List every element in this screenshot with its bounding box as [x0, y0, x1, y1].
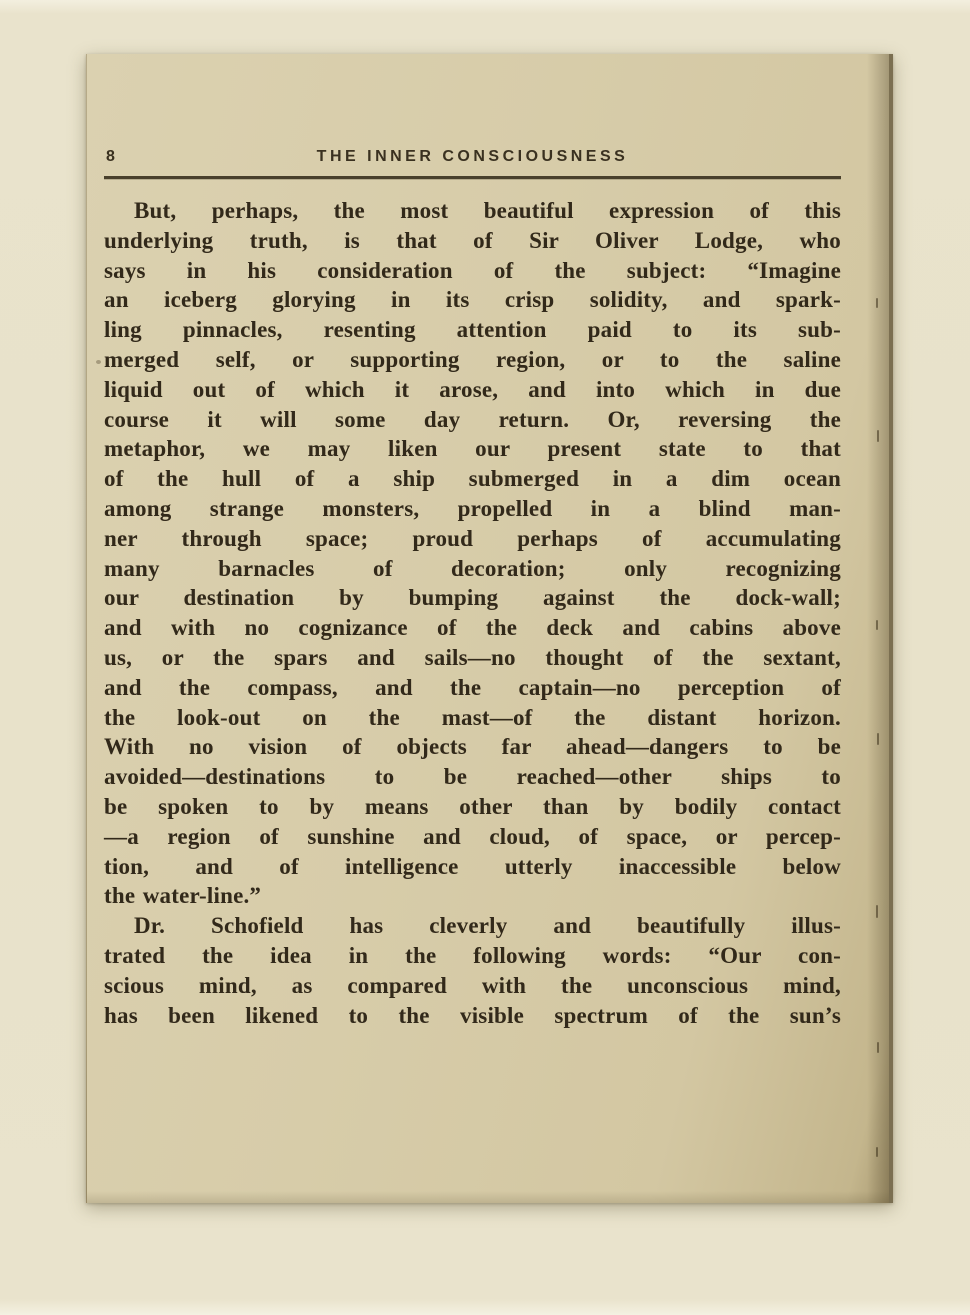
text-line: tion, and of intelligence utterly inaccessible below [104, 853, 841, 879]
text-line: merged self, or supporting region, or to the saline [104, 346, 841, 372]
scan-artifact [877, 733, 879, 745]
text-line: among strange monsters, propelled in a blind man- [104, 495, 841, 521]
text-line: the water-line.” [104, 883, 262, 909]
page-content [87, 54, 889, 1030]
page-number: 8 [106, 148, 116, 165]
scan-speck [96, 360, 101, 364]
text-line: underlying truth, is that of Sir Oliver Lodge, who [104, 227, 841, 253]
text-line: and with no cognizance of the deck and cabins above [104, 615, 841, 641]
text-line: us, or the spars and sails—no thought of the sextant, [104, 644, 841, 670]
text-line: avoided—destinations to be reached—other ships to [104, 764, 841, 790]
text-line: says in his consideration of the subject: “Imagine [104, 257, 841, 283]
body-text [104, 196, 841, 1030]
header-rule [104, 176, 841, 179]
paragraph [104, 911, 841, 1030]
scan-artifact [876, 905, 878, 918]
text-line: ling pinnacles, resenting attention paid to its sub- [104, 317, 841, 343]
scan-artifact [876, 298, 878, 308]
paragraph [104, 196, 841, 911]
scan-artifact [876, 1147, 878, 1157]
text-line: But, perhaps, the most beautiful expression of this [134, 198, 841, 223]
text-line: liquid out of which it arose, and into which in due [104, 376, 841, 402]
text-line: —a region of sunshine and cloud, of space, or percep- [104, 823, 841, 849]
text-line: Dr. Schofield has cleverly and beautifully illus- [134, 913, 841, 939]
scan-artifact [877, 1042, 879, 1053]
text-line: and the compass, and the captain—no perception of [104, 674, 841, 700]
running-header [104, 146, 841, 170]
text-line: has been likened to the visible spectrum of the sun’s [104, 1002, 841, 1028]
text-line: trated the idea in the following words: “Our con- [104, 942, 841, 968]
text-line: many barnacles of decoration; only recognizing [104, 555, 841, 581]
text-line: scious mind, as compared with the unconscious mind, [104, 972, 841, 998]
text-line: With no vision of objects far ahead—dangers to be [104, 734, 841, 760]
book-page [86, 54, 893, 1203]
text-line: our destination by bumping against the dock-wall; [104, 585, 841, 611]
text-line: ner through space; proud perhaps of accumulating [104, 525, 841, 551]
text-line: an iceberg glorying in its crisp solidity, and spark- [104, 287, 841, 313]
text-line: the look-out on the mast—of the distant horizon. [104, 704, 841, 730]
text-line: metaphor, we may liken our present state to that [104, 436, 841, 462]
scan-artifact [876, 620, 878, 630]
text-line: course it will some day return. Or, reversing the [104, 406, 841, 432]
scan-artifact [877, 430, 879, 442]
text-line: of the hull of a ship submerged in a dim ocean [104, 466, 841, 492]
running-title: THE INNER CONSCIOUSNESS [316, 148, 629, 165]
text-line: be spoken to by means other than by bodily contact [104, 793, 841, 819]
